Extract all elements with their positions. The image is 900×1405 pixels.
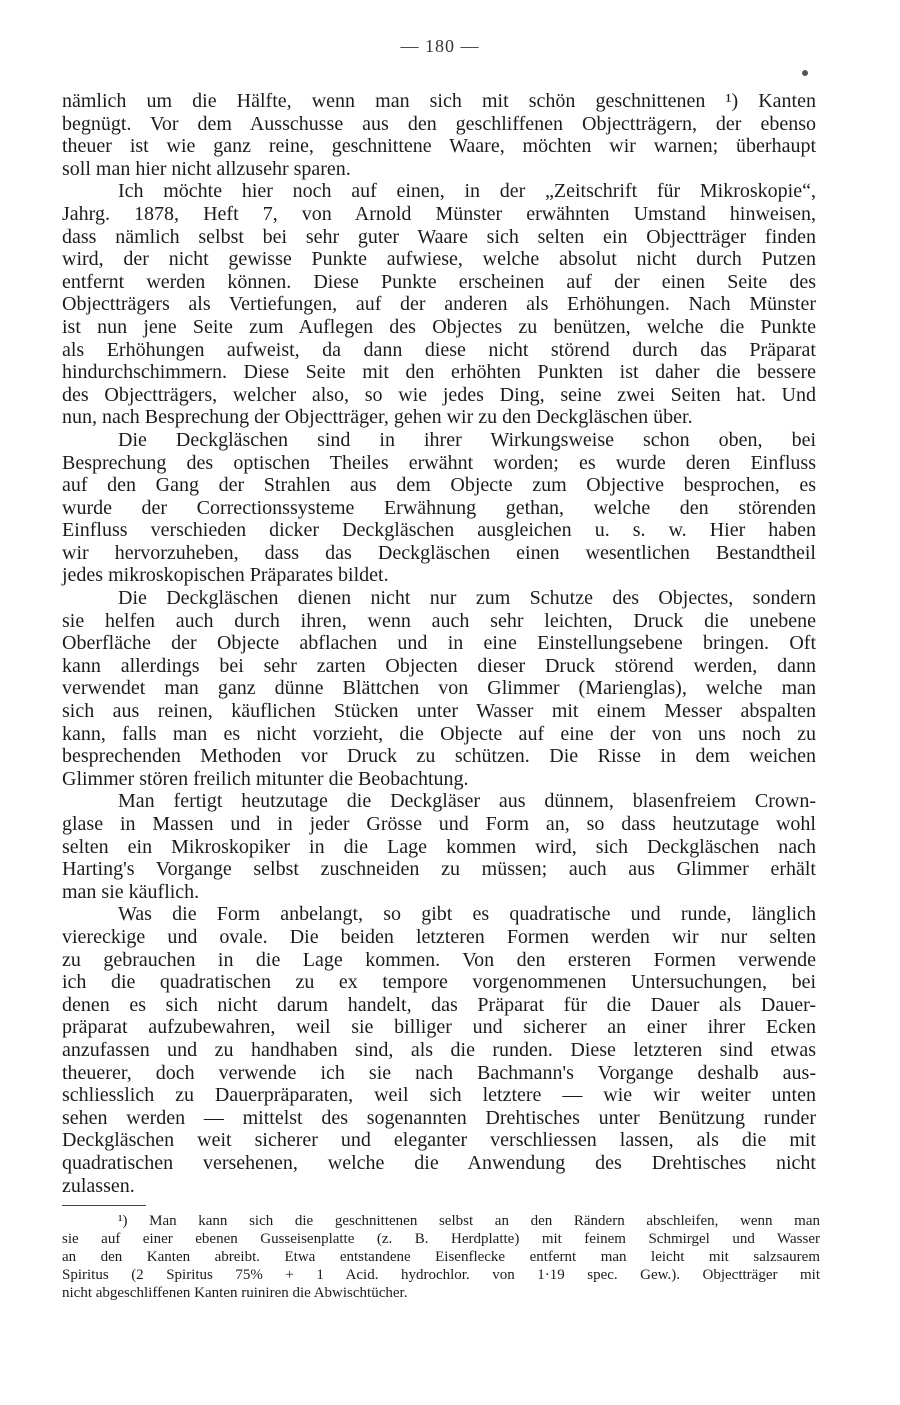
text-line: hindurchschimmern. Diese Seite mit den erhöhten Punkten ist daher die bessere — [62, 361, 816, 384]
text-line: präparat aufzubewahren, weil sie billiger und sicherer an einer ihrer Ecken — [62, 1016, 816, 1039]
footnote-divider — [62, 1205, 146, 1206]
text-line: sehen werden — mittelst des sogenannten Drehtisches unter Benützung runder — [62, 1106, 816, 1129]
text-line: begnügt. Vor dem Ausschusse aus den geschliffenen Objectträgern, der ebenso — [62, 112, 816, 135]
text-line: quadratischen versehenen, welche die Anwendung des Drehtisches nicht — [62, 1151, 816, 1174]
text-line: Besprechung des optischen Theiles erwähnt worden; es wurde deren Einfluss — [62, 451, 816, 474]
text-line: besprechenden Methoden vor Druck zu schützen. Die Risse in dem weichen — [62, 745, 816, 768]
text-line: kann allerdings bei sehr zarten Objecten dieser Druck störend werden, dann — [62, 654, 816, 677]
text-line: zulassen. — [62, 1174, 135, 1197]
text-line: Die Deckgläschen dienen nicht nur zum Schutze des Objectes, sondern — [118, 587, 816, 610]
text-line: Die Deckgläschen sind in ihrer Wirkungsweise schon oben, bei — [118, 428, 816, 451]
text-line: entfernt werden können. Diese Punkte erscheinen auf der einen Seite des — [62, 270, 816, 293]
text-line: Harting's Vorgange selbst zuschneiden zu müssen; auch aus Glimmer erhält — [62, 858, 816, 881]
text-line: dass nämlich selbst bei sehr guter Waare sich selten ein Objectträger finden — [62, 225, 816, 248]
text-line: auf den Gang der Strahlen aus dem Objecte zum Objective besprochen, es — [62, 474, 816, 497]
text-line: anzufassen und zu handhaben sind, als die runden. Diese letzteren sind etwas — [62, 1038, 816, 1061]
text-line: glase in Massen und in jeder Grösse und Form an, so dass heutzutage wohl — [62, 813, 816, 835]
text-line: Oberfläche der Objecte abflachen und in eine Einstellungsebene bringen. Oft — [62, 632, 816, 655]
footnote-line: sie auf einer ebenen Gusseisenplatte (z. B. Herdplatte) mit feinem Schmirgel und Wasser — [62, 1231, 820, 1247]
footnote-line: an den Kanten abreibt. Etwa entstandene Eisenflecke entfernt man leicht mit salzsaurem — [62, 1249, 820, 1265]
text-line: ich die quadratischen zu ex tempore vorgenommenen Untersuchungen, bei — [62, 971, 816, 994]
text-line: soll man hier nicht allzusehr sparen. — [62, 157, 351, 180]
text-line: Glimmer stören freilich mitunter die Beobachtung. — [62, 767, 469, 790]
page-number: — 180 — — [400, 36, 480, 56]
footnote-line: nicht abgeschliffenen Kanten ruiniren die Abwischtücher. — [62, 1285, 408, 1301]
footnote-line: ¹) Man kann sich die geschnittenen selbst an den Rändern abschleifen, wenn man — [118, 1213, 820, 1229]
text-line: schliesslich zu Dauerpräparaten, weil sich letztere — wie wir weiter unten — [62, 1084, 816, 1107]
text-line: theuerer, doch verwende ich sie nach Bachmann's Vorgange deshalb aus- — [62, 1061, 816, 1084]
text-line: denen es sich nicht darum handelt, das Präparat für die Dauer als Dauer- — [62, 993, 816, 1016]
text-line: wir hervorzuheben, dass das Deckgläschen einen wesentlichen Bestandtheil — [62, 541, 816, 564]
text-line: Ich möchte hier noch auf einen, in der „Zeitschrift für Mikroskopie“, — [118, 180, 816, 203]
text-line: zu gebrauchen in die Lage kommen. Von den ersteren Formen verwende — [62, 948, 816, 971]
ink-speck — [802, 70, 808, 76]
text-line: kann, falls man es nicht vorzieht, die Objecte auf eine der von uns noch zu — [62, 722, 816, 745]
text-line: als Erhöhungen aufweist, da dann diese nicht störend durch das Präparat — [62, 338, 816, 361]
text-line: wurde der Correctionssysteme Erwähnung gethan, welche den störenden — [62, 496, 816, 519]
text-line: man sie käuflich. — [62, 880, 200, 903]
text-line: viereckige und ovale. Die beiden letzteren Formen werden wir nur selten — [62, 925, 816, 948]
footnote-line: Spiritus (2 Spiritus 75% + 1 Acid. hydrochlor. von 1·19 spec. Gew.). Objectträger mit — [62, 1267, 820, 1283]
text-line: Jahrg. 1878, Heft 7, von Arnold Münster erwähnten Umstand hinweisen, — [62, 202, 816, 225]
text-line: ist nun jene Seite zum Auflegen des Objectes zu benützen, welche die Punkte — [62, 315, 816, 338]
text-line: nämlich um die Hälfte, wenn man sich mit schön geschnittenen ¹) Kanten — [62, 90, 816, 112]
text-line: Was die Form anbelangt, so gibt es quadratische und runde, länglich — [118, 903, 816, 926]
footnote — [62, 1212, 820, 1302]
text-line: sie helfen auch durch ihren, wenn auch sehr leichten, Druck die unebene — [62, 609, 816, 632]
text-line: wird, der nicht gewisse Punkte aufwiese, welche absolut nicht durch Putzen — [62, 248, 816, 271]
body-text — [62, 90, 816, 1197]
text-line: Deckgläschen weit sicherer und eleganter verschliessen lassen, als die mit — [62, 1129, 816, 1152]
text-line: selten ein Mikroskopiker in die Lage kommen wird, sich Deckgläschen nach — [62, 835, 816, 858]
text-line: verwendet man ganz dünne Blättchen von Glimmer (Marienglas), welche man — [62, 677, 816, 700]
text-line: Objectträgers als Vertiefungen, auf der anderen als Erhöhungen. Nach Münster — [62, 293, 816, 316]
text-line: Man fertigt heutzutage die Deckgläser aus dünnem, blasenfreiem Crown- — [118, 790, 816, 813]
text-line: sich aus reinen, käuflichen Stücken unter Wasser mit einem Messer abspalten — [62, 700, 816, 723]
text-line: nun, nach Besprechung der Objectträger, gehen wir zu den Deckgläschen über. — [62, 406, 693, 429]
text-line: Einfluss verschieden dicker Deckgläschen ausgleichen u. s. w. Hier haben — [62, 519, 816, 542]
text-line: jedes mikroskopischen Präparates bildet. — [62, 564, 389, 587]
text-line: theuer ist wie ganz reine, geschnittene Waare, möchten wir warnen; überhaupt — [62, 135, 816, 158]
text-line: des Objectträgers, welcher also, so wie jedes Ding, seine zwei Seiten hat. Und — [62, 383, 816, 406]
